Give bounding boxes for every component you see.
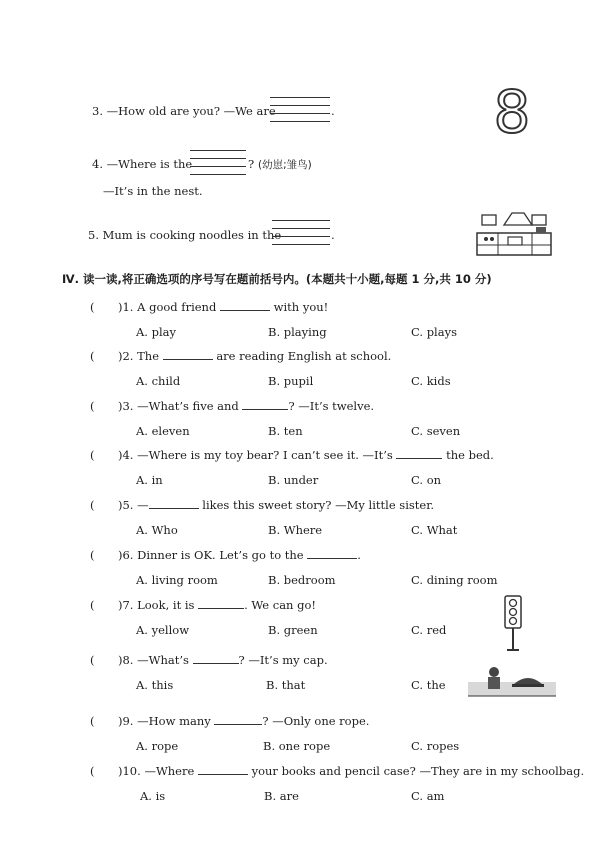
option-3b: B. ten <box>268 424 303 438</box>
fill-item-3 <box>92 104 276 118</box>
page-number <box>492 82 532 142</box>
option-6a: A. living room <box>136 573 218 587</box>
option-2c: C. kids <box>411 374 451 388</box>
question-7-stem: )7. Look, it is . We can go! <box>118 598 317 612</box>
option-8c: C. the <box>411 678 446 692</box>
option-2a: A. child <box>136 374 181 388</box>
question-8-stem: )8. —What’s ? —It’s my cap. <box>118 653 328 667</box>
option-4c: C. on <box>411 473 442 487</box>
traffic-light-icon <box>500 594 526 652</box>
cap-picture-icon <box>468 664 556 698</box>
question-6-stem: )6. Dinner is OK. Let’s go to the . <box>118 548 361 562</box>
answer-bracket-10[interactable]: ( <box>90 764 95 778</box>
option-6c: C. dining room <box>411 573 498 587</box>
option-7c: C. red <box>411 623 447 637</box>
option-5a: A. Who <box>136 523 178 537</box>
blank[interactable] <box>214 714 262 725</box>
answer-bracket-9[interactable]: ( <box>90 714 95 728</box>
question-4-stem: )4. —Where is my toy bear? I can’t see it. —It’s the bed. <box>118 448 494 462</box>
question-2-stem: )2. The are reading English at school. <box>118 349 392 363</box>
fill-item-3-text: 3. —How old are you? —We are <box>92 104 276 118</box>
page-number-text: 8 <box>493 82 531 138</box>
option-2b: B. pupil <box>268 374 314 388</box>
fill-item-4-qmark: ? <box>248 157 255 171</box>
option-9b: B. one rope <box>263 739 331 753</box>
answer-bracket-4[interactable]: ( <box>90 448 95 462</box>
writing-lines-3[interactable] <box>270 92 330 122</box>
question-1-stem: )1. A good friend with you! <box>118 300 329 314</box>
fill-item-3-end: . <box>331 104 335 118</box>
cap-illustration <box>468 664 556 702</box>
fill-item-4-text: 4. —Where is the <box>92 157 193 171</box>
option-1b: B. playing <box>268 325 327 339</box>
answer-bracket-5[interactable]: ( <box>90 498 95 512</box>
option-4b: B. under <box>268 473 319 487</box>
traffic-light-illustration <box>500 594 526 656</box>
writing-lines-5[interactable] <box>272 215 330 245</box>
option-10c: C. am <box>411 789 445 803</box>
kitchen-illustration <box>474 209 554 261</box>
fill-item-4-answer: —It’s in the nest. <box>103 184 203 198</box>
option-8a: A. this <box>136 678 174 692</box>
option-10a: A. is <box>140 789 166 803</box>
question-5-stem: )5. — likes this sweet story? —My little sister. <box>118 498 435 512</box>
answer-bracket-1[interactable]: ( <box>90 300 95 314</box>
answer-bracket-7[interactable]: ( <box>90 598 95 612</box>
answer-bracket-8[interactable]: ( <box>90 653 95 667</box>
option-7b: B. green <box>268 623 318 637</box>
answer-bracket-6[interactable]: ( <box>90 548 95 562</box>
fill-item-5-end: . <box>331 228 335 242</box>
blank[interactable] <box>307 548 357 559</box>
fill-item-5: 5. Mum is cooking noodles in the <box>88 228 282 242</box>
option-5b: B. Where <box>268 523 323 537</box>
option-5c: C. What <box>411 523 458 537</box>
writing-lines-4[interactable] <box>190 145 246 175</box>
option-10b: B. are <box>264 789 299 803</box>
option-6b: B. bedroom <box>268 573 336 587</box>
option-3c: C. seven <box>411 424 461 438</box>
page-number-glyph <box>492 82 532 138</box>
option-1c: C. plays <box>411 325 457 339</box>
fill-item-4 <box>92 157 192 171</box>
option-4a: A. in <box>136 473 163 487</box>
option-1a: A. play <box>136 325 177 339</box>
option-9c: C. ropes <box>411 739 460 753</box>
blank[interactable] <box>220 300 270 311</box>
option-8b: B. that <box>266 678 306 692</box>
question-3-stem: )3. —What’s five and ? —It’s twelve. <box>118 399 375 413</box>
section-iv-heading: Ⅳ. 读一读,将正确选项的序号写在题前括号内。(本题共十小题,每题 1 分,共 10 分) <box>62 272 492 286</box>
fill-item-4-hint: (幼崽;雏鸟) <box>258 159 312 171</box>
blank[interactable] <box>163 349 213 360</box>
kitchen-icon <box>474 209 554 257</box>
blank[interactable] <box>193 653 239 664</box>
answer-bracket-3[interactable]: ( <box>90 399 95 413</box>
blank[interactable] <box>198 598 244 609</box>
question-10-stem: )10. —Where your books and pencil case? —They are in my schoolbag. <box>118 764 585 778</box>
blank[interactable] <box>198 764 248 775</box>
blank[interactable] <box>396 448 442 459</box>
option-3a: A. eleven <box>136 424 190 438</box>
option-9a: A. rope <box>136 739 179 753</box>
blank[interactable] <box>242 399 288 410</box>
answer-bracket-2[interactable]: ( <box>90 349 95 363</box>
option-7a: A. yellow <box>136 623 190 637</box>
blank[interactable] <box>149 498 199 509</box>
question-9-stem: )9. —How many ? —Only one rope. <box>118 714 370 728</box>
